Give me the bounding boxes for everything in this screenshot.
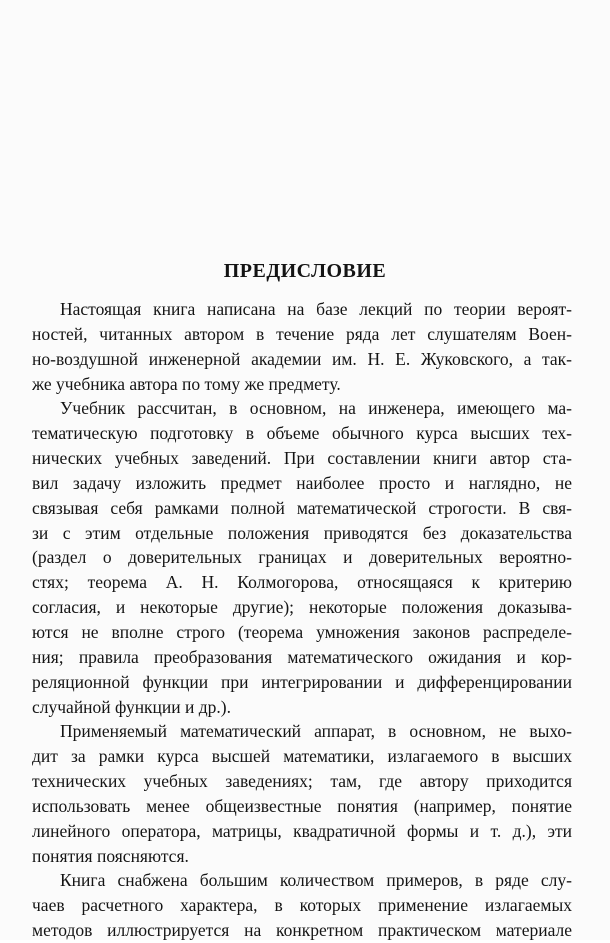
paragraph-1 bbox=[32, 297, 572, 396]
text-line: использовать менее общеизвестные понятия (например, понятие bbox=[32, 795, 572, 816]
text-line: реляционной функции при интегрировании и дифференцировании bbox=[32, 671, 572, 692]
paragraph-3 bbox=[32, 719, 572, 868]
text-line: случайной функции и др.). bbox=[32, 696, 232, 717]
text-line: зи с этим отдельные положения приводятся без доказательства bbox=[32, 522, 572, 543]
text-line: технических учебных заведениях; там, где автору приходится bbox=[32, 771, 572, 792]
paragraph-4 bbox=[32, 868, 572, 943]
text-line: дит за рамки курса высшей математики, излагаемого в высших bbox=[32, 746, 572, 767]
text-line: Применяемый математический аппарат, в основном, не выхо- bbox=[60, 721, 572, 742]
text-line: тематическую подготовку в объеме обычного курса высших тех- bbox=[32, 423, 572, 444]
text-line: стях; теорема А. Н. Колмогорова, относящаяся к критерию bbox=[32, 572, 572, 593]
text-line: вил задачу изложить предмет наиболее просто и наглядно, не bbox=[32, 472, 572, 493]
text-line: Учебник рассчитан, в основном, на инженера, имеющего ма- bbox=[60, 398, 572, 419]
text-line: линейного оператора, матрицы, квадратичной формы и т. д.), эти bbox=[32, 820, 572, 841]
body-text bbox=[32, 297, 572, 943]
text-line: Книга снабжена большим количеством примеров, в ряде слу- bbox=[60, 870, 572, 891]
text-line: ния; правила преобразования математического ожидания и кор- bbox=[32, 646, 572, 667]
text-line: согласия, и некоторые другие); некоторые положения доказыва- bbox=[32, 597, 572, 618]
text-line: методов иллюстрируется на конкретном практическом материале bbox=[32, 920, 572, 941]
text-line: ностей, читанных автором в течение ряда лет слушателям Воен- bbox=[32, 323, 572, 344]
text-line: ются не вполне строго (теорема умножения законов распределе- bbox=[32, 621, 572, 642]
text-line: нических учебных заведений. При составлении книги автор ста- bbox=[32, 448, 572, 469]
text-line: (раздел о доверительных границах и доверительных вероятно- bbox=[32, 547, 572, 568]
paragraph-2 bbox=[32, 396, 572, 719]
text-line: же учебника автора по тому же предмету. bbox=[32, 373, 341, 394]
text-line: понятия поясняются. bbox=[32, 845, 189, 866]
text-line: связывая себя рамками полной математической строгости. В свя- bbox=[32, 497, 572, 518]
text-line: чаев расчетного характера, в которых применение излагаемых bbox=[32, 895, 572, 916]
page-title: ПРЕДИСЛОВИЕ bbox=[223, 260, 387, 282]
text-line: Настоящая книга написана на базе лекций по теории вероят- bbox=[60, 299, 572, 319]
text-line: но-воздушной инженерной академии им. Н. Е. Жуковского, а так- bbox=[32, 348, 572, 369]
